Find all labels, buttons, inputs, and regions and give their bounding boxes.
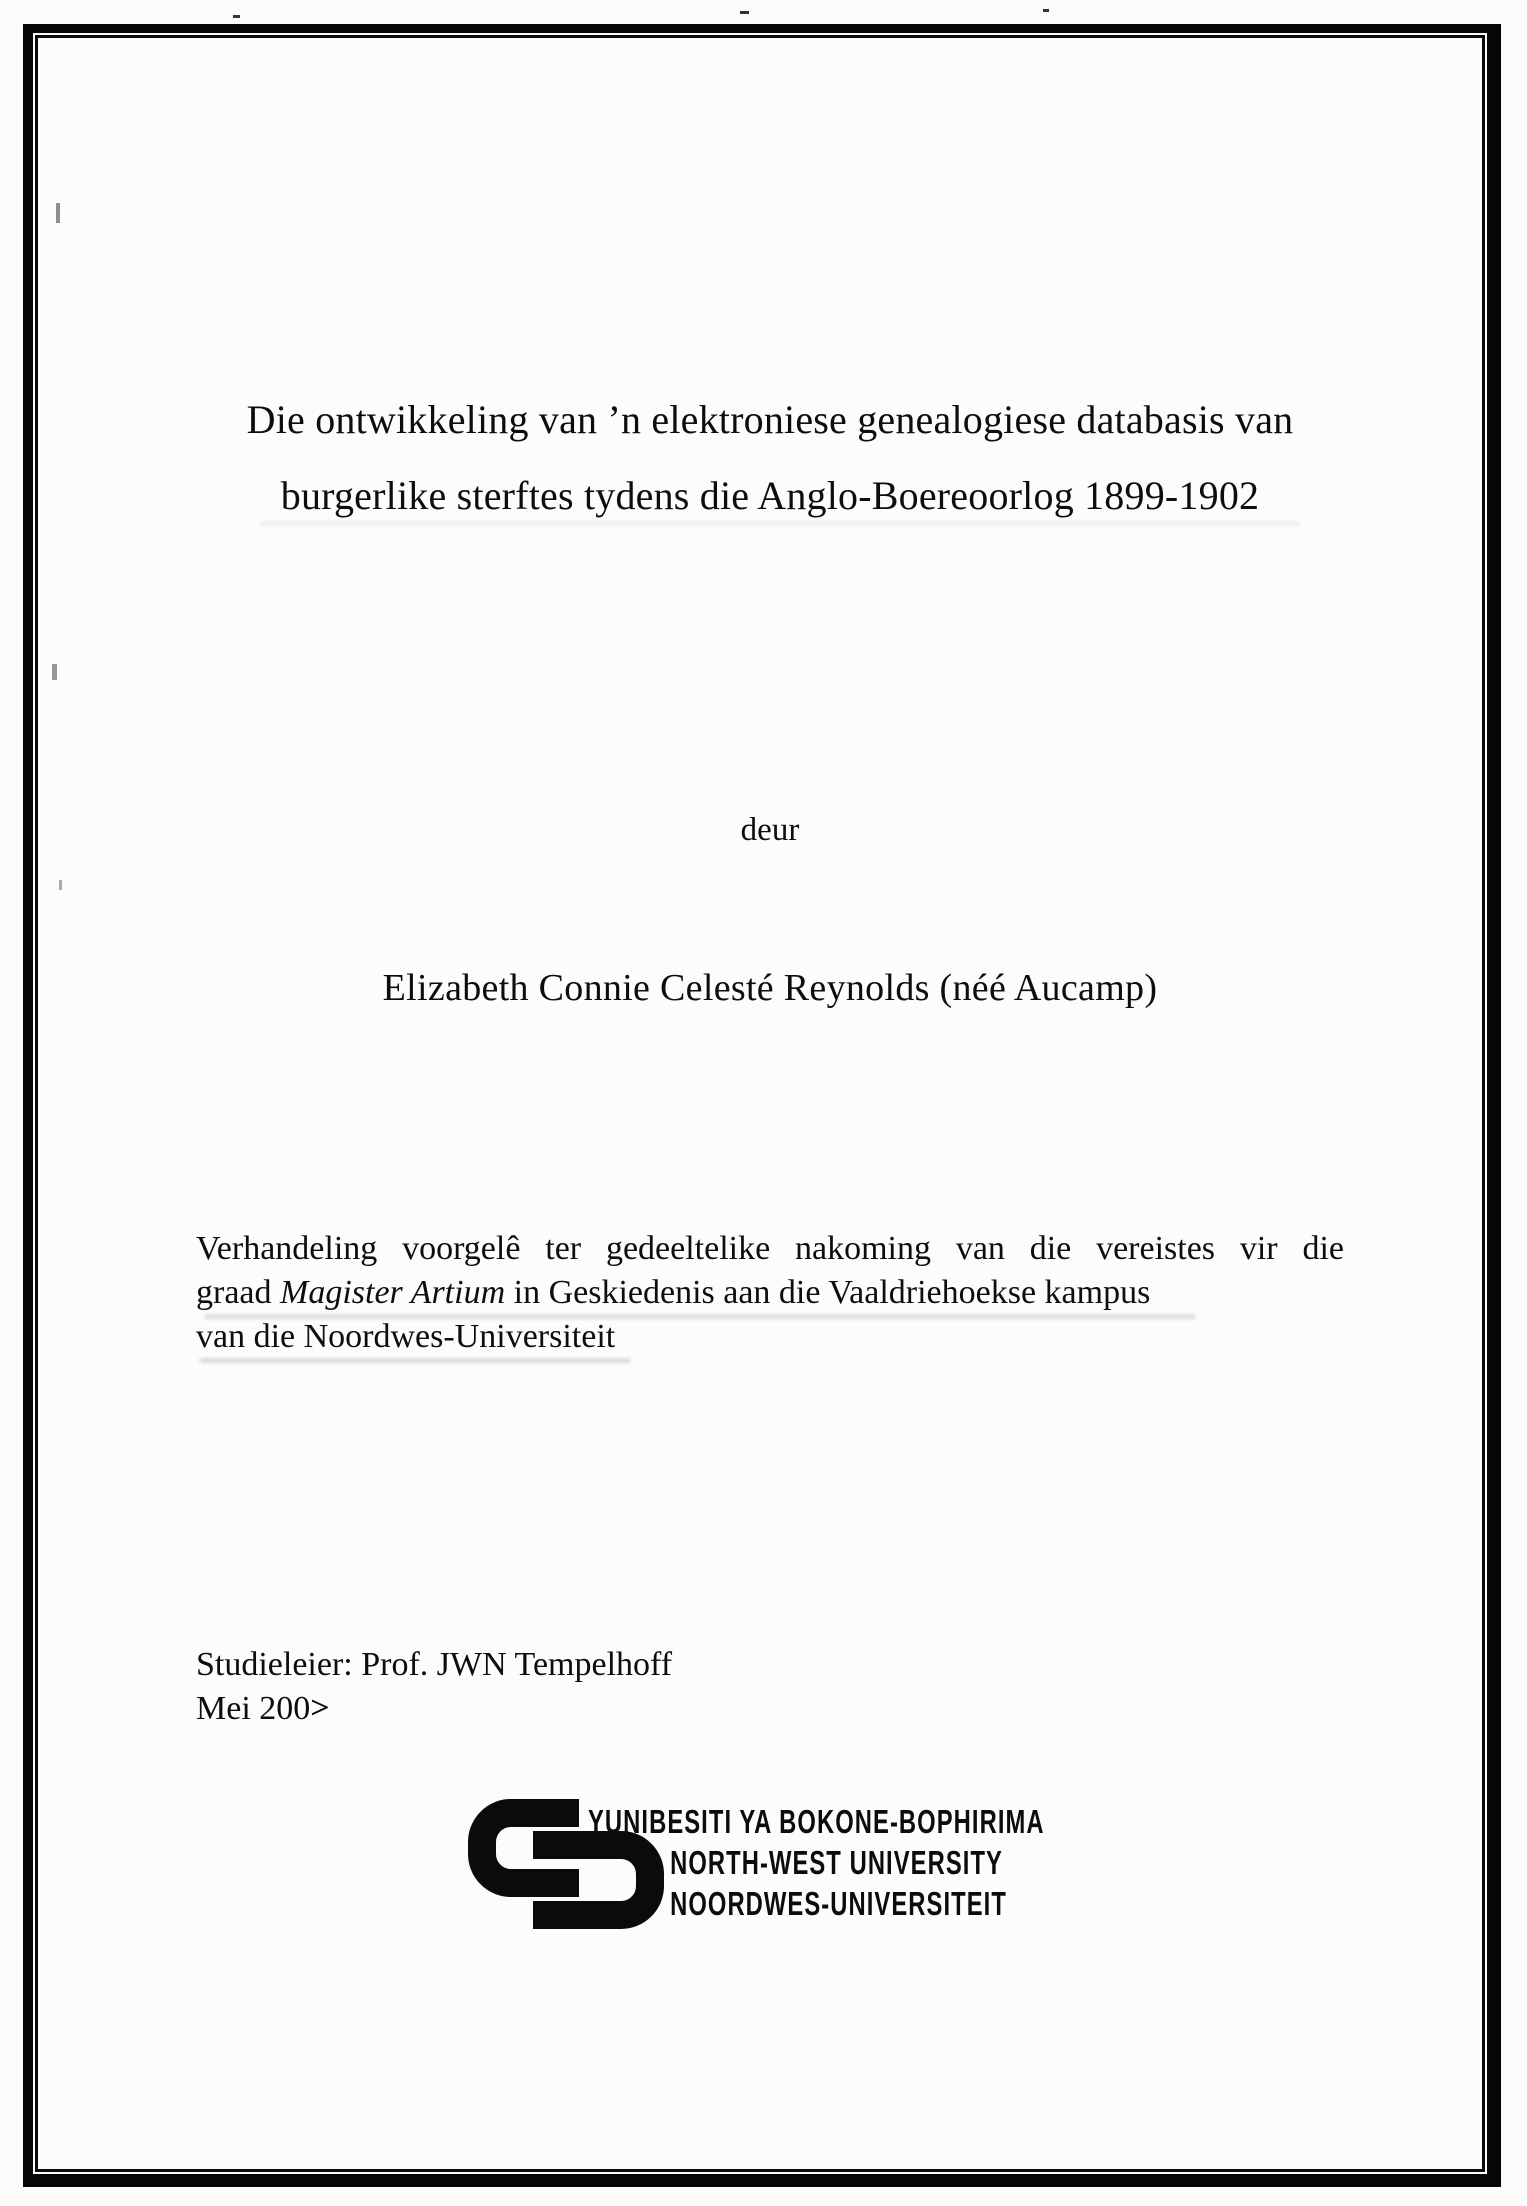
supervisor-line: Studieleier: Prof. JWN Tempelhoff	[196, 1646, 673, 1683]
scan-smudge	[205, 1314, 1195, 1319]
logo-line-setswana: YUNIBESITI YA BOKONE-BOPHIRIMA	[588, 1803, 1045, 1840]
scan-speck	[233, 15, 240, 18]
statement-line-1: Verhandeling voorgelê ter gedeeltelike nakoming van die vereistes vir die	[196, 1230, 1344, 1267]
scan-speck	[1043, 9, 1049, 12]
supervisor-block	[196, 1643, 672, 1731]
byline-deur: deur	[740, 812, 800, 848]
date-year-glyph: >	[310, 1691, 330, 1726]
statement-line-2: graad Magister Artium in Geskiedenis aan die Vaaldriehoekse kampus	[196, 1274, 1151, 1311]
title-line-1: Die ontwikkeling van ’n elektroniese genealogiese databasis van	[246, 397, 1294, 442]
title-line-2: burgerlike sterftes tydens die Anglo-Boereoorlog 1899-1902	[280, 473, 1260, 518]
logo-line-english: NORTH-WEST UNIVERSITY	[670, 1844, 1003, 1881]
date-line	[196, 1687, 672, 1731]
date-prefix: Mei 200	[196, 1690, 311, 1727]
logo-line-afrikaans: NOORDWES-UNIVERSITEIT	[670, 1885, 1007, 1922]
scan-smudge	[260, 521, 1300, 526]
author-name: Elizabeth Connie Celesté Reynolds (néé Aucamp)	[382, 967, 1158, 1009]
nwu-logo-text	[588, 1801, 1045, 1924]
statement-line-3: van die Noordwes-Universiteit	[196, 1318, 616, 1355]
submission-statement	[196, 1227, 1344, 1359]
thesis-title	[140, 382, 1400, 534]
scan-speck	[740, 11, 749, 14]
scan-smudge	[200, 1358, 630, 1363]
